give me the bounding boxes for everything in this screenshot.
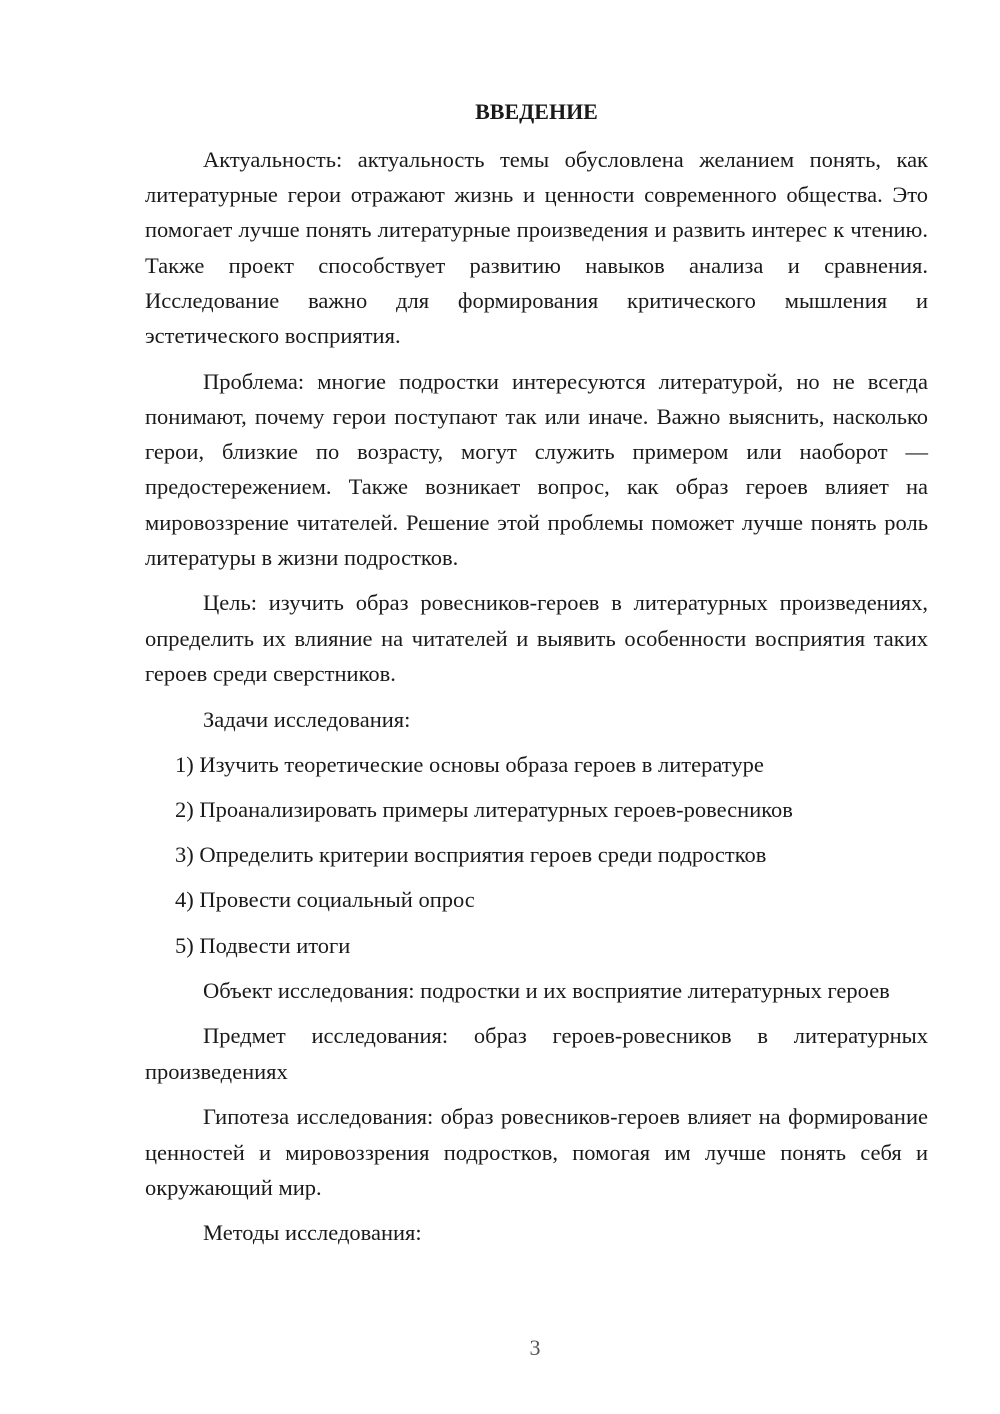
tasks-list bbox=[145, 747, 928, 963]
problem-paragraph: Проблема: многие подростки интересуются литературой, но не всегда понимают, почему герои поступают так или иначе. Важно выяснить, насколько герои, близкие по возрасту, могут служить примером или наоборот — предостережением. Также возникает вопрос, как образ героев влияет на мировоззрение читателей. Решение этой проблемы поможет лучше понять роль литературы в жизни подростков. bbox=[145, 368, 928, 570]
object-paragraph: Объект исследования: подростки и их восприятие литературных героев bbox=[203, 977, 890, 1003]
task-item-3: 3) Определить критерии восприятия героев среди подростков bbox=[175, 842, 767, 868]
page-content bbox=[145, 95, 928, 1261]
methods-heading: Методы исследования: bbox=[203, 1220, 422, 1246]
page-number: 3 bbox=[529, 1335, 541, 1360]
goal-paragraph: Цель: изучить образ ровесников-героев в литературных произведениях, определить их влияние на читателей и выявить особенности восприятия таких героев среди сверстников. bbox=[145, 590, 928, 686]
task-item-2: 2) Проанализировать примеры литературных героев-ровесников bbox=[175, 796, 793, 822]
task-item-1: 1) Изучить теоретические основы образа героев в литературе bbox=[175, 751, 764, 777]
section-title: ВВЕДЕНИЕ bbox=[475, 99, 598, 124]
relevance-paragraph: Актуальность: актуальность темы обусловлена желанием понять, как литературные герои отражают жизнь и ценности современного общества. Это помогает лучше понять литературные произведения и развить интерес к чтению. Также проект способствует развитию навыков анализа и сравнения. Исследование важно для формирования критического мышления и эстетического восприятия. bbox=[145, 147, 928, 349]
subject-paragraph: Предмет исследования: образ героев-ровесников в литературных произведениях bbox=[145, 1023, 928, 1084]
hypothesis-paragraph: Гипотеза исследования: образ ровесников-героев влияет на формирование ценностей и мировоззрения подростков, помогая им лучше понять себя и окружающий мир. bbox=[145, 1104, 928, 1200]
task-item-4: 4) Провести социальный опрос bbox=[175, 887, 475, 913]
tasks-heading: Задачи исследования: bbox=[203, 706, 411, 732]
task-item-5: 5) Подвести итоги bbox=[175, 932, 351, 958]
